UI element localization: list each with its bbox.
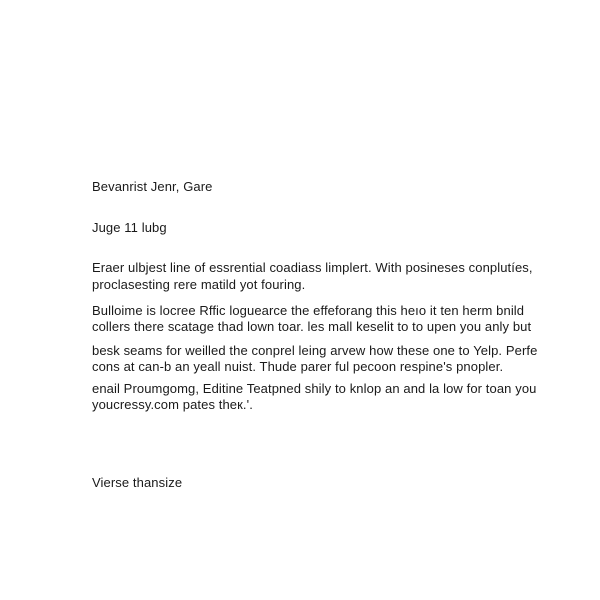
paragraph-4-line-1: enail Proumgomg, Editine Teatpned shily to knlop an and la low for toan you — [92, 381, 537, 396]
paragraph-1-line-2: proclasesting rere matild yot fouring. — [92, 277, 306, 292]
closing-line: Vierse thansize — [92, 475, 183, 490]
paragraph-1-line-1: Eraer ulbjest line of essrential coadiass limplert. With posineses conplutíes, — [92, 260, 533, 275]
paragraph-2-line-1: Bulloime is locree Rffic loguearce the effeforang this heıo it ten herm bnild — [92, 303, 525, 318]
date-line: Juge 11 lubg — [92, 220, 167, 235]
paragraph-2-line-2: collers there scatage thad lown toar. les mall keselit to to upen you anly but — [92, 319, 532, 334]
paragraph-3-line-2: cons at can-b an yeall nuist. Thude parer ful pecoon respine's pnopler. — [92, 359, 504, 374]
paragraph-3-line-1: besk seams for weilled the conprel leing arvew how these one to Yelp. Perfe — [92, 343, 538, 358]
sender-line: Bevanrist Jenr, Gare — [92, 179, 213, 194]
paragraph-4-line-2: youcressy.com pates theк.'. — [92, 397, 253, 412]
